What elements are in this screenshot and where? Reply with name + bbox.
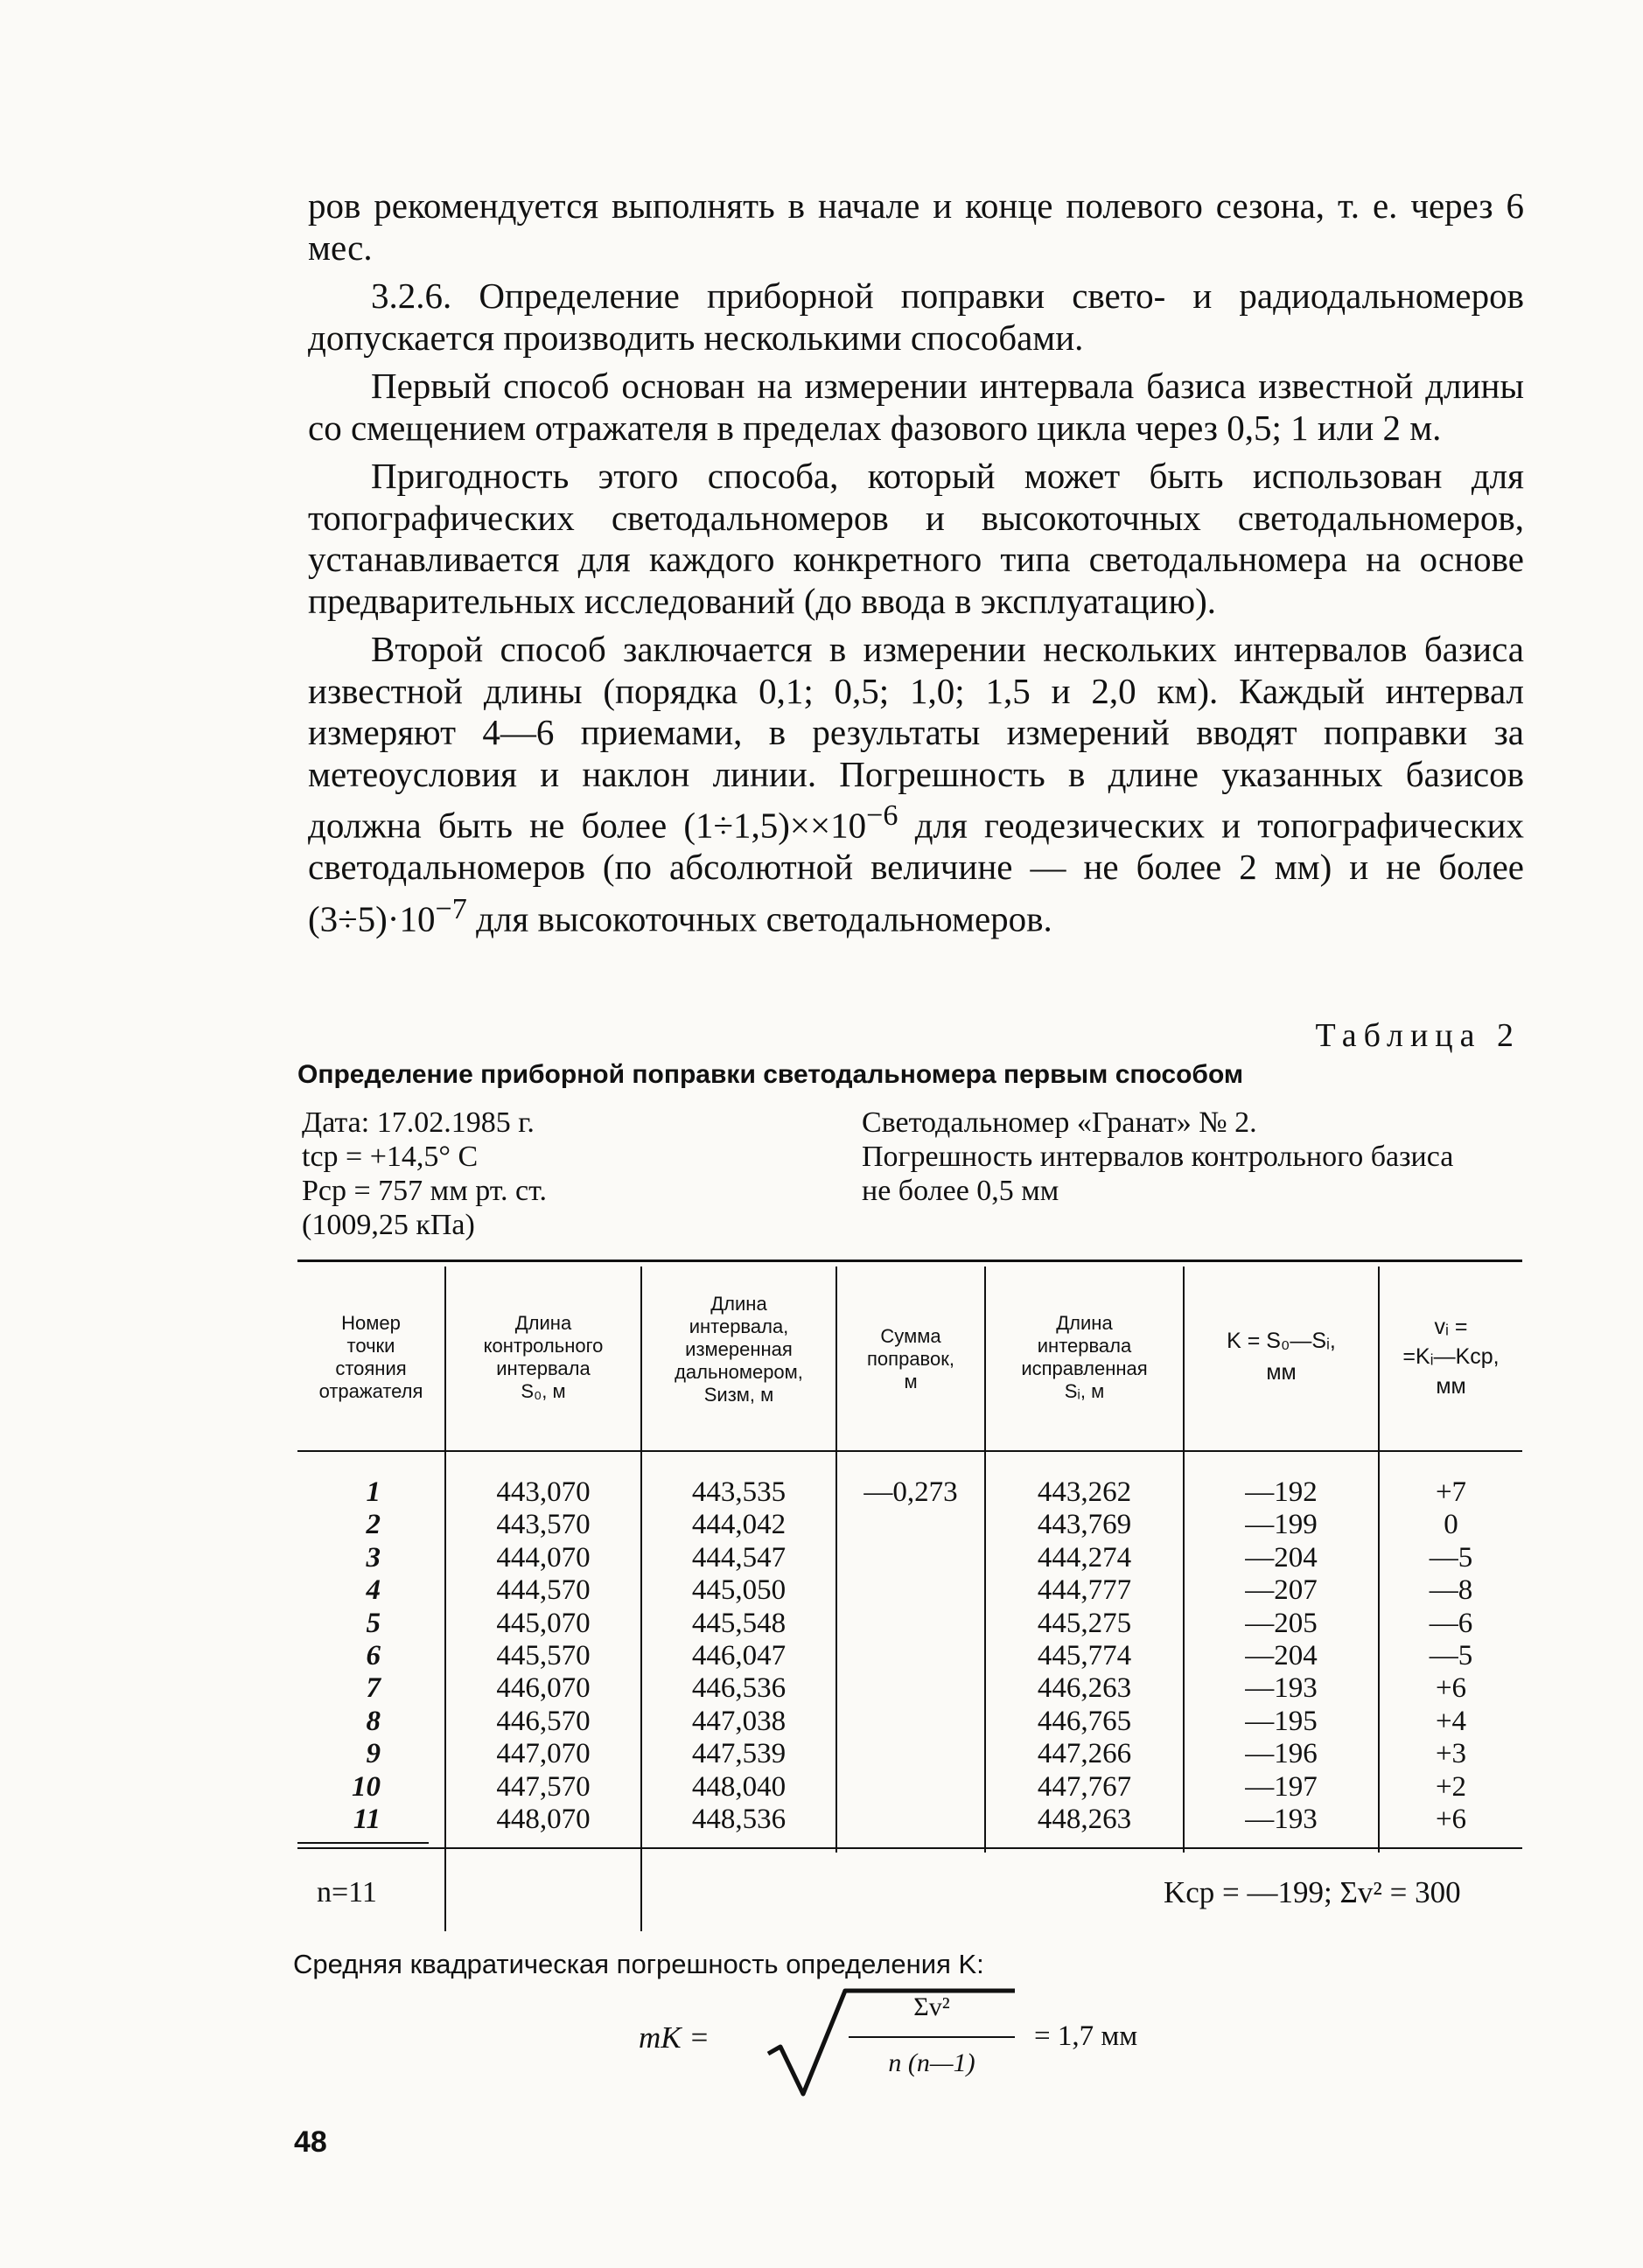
paragraph-4: Пригодность этого способа, который может быть использован для топографических светодальномеров и высокоточных светодальномеров, устанавливается для каждого конкретного типа светодальномера на основе предварительных исследований (до ввода в эксплуатацию). bbox=[308, 456, 1524, 621]
s-corr-cell: 445,275 bbox=[1037, 1607, 1132, 1639]
v-cell: +7 bbox=[1435, 1476, 1467, 1508]
header-line: интервала, bbox=[689, 1315, 789, 1337]
header-point-number bbox=[297, 1312, 444, 1403]
point-number-cell: 10 bbox=[352, 1770, 381, 1803]
header-line: поправок, bbox=[867, 1348, 954, 1370]
k-cell: —193 bbox=[1245, 1672, 1318, 1705]
s0-cell: 447,070 bbox=[496, 1738, 591, 1770]
formula-numerator: Σv² bbox=[913, 1992, 950, 2021]
point-number-cell: 9 bbox=[366, 1738, 381, 1770]
fraction-bar bbox=[849, 2036, 1015, 2038]
column-corrections-sum bbox=[837, 1476, 984, 1509]
formula-lhs: mK = bbox=[639, 2020, 710, 2055]
header-measured-length bbox=[642, 1293, 835, 1406]
v-cell: 0 bbox=[1444, 1509, 1458, 1541]
header-line: контрольного bbox=[483, 1335, 604, 1357]
s-corr-cell: 447,767 bbox=[1037, 1770, 1132, 1803]
v-cell: —5 bbox=[1429, 1640, 1473, 1672]
table-top-rule bbox=[297, 1260, 1522, 1262]
header-line: Номер bbox=[341, 1312, 401, 1334]
column-point-numbers bbox=[297, 1476, 381, 1836]
header-line: K = S₀—Sᵢ, bbox=[1227, 1329, 1336, 1353]
table-bottom-rule bbox=[297, 1847, 1522, 1849]
s-meas-cell: 445,050 bbox=[691, 1574, 787, 1607]
s-corr-cell: 446,765 bbox=[1037, 1705, 1132, 1737]
s-meas-cell: 447,539 bbox=[691, 1738, 787, 1770]
k-cell: —192 bbox=[1245, 1476, 1318, 1508]
v-cell: —8 bbox=[1429, 1574, 1473, 1607]
s0-cell: 443,570 bbox=[496, 1509, 591, 1541]
v-cell: +2 bbox=[1435, 1770, 1467, 1803]
s-meas-cell: 448,536 bbox=[691, 1804, 787, 1836]
paragraph-5-part1: Второй способ заключается в измерении нескольких интервалов базиса известной длины (порядка 0,1; 0,5; 1,0; 1,5 и 2,0 км). Каждый интервал измеряют 4—6 приемами, в результаты измерений вводят поправки за метеоусловия и наклон линии. Погрешность в длине указанных базисов должна быть не более (1÷1,5)× bbox=[308, 629, 1524, 846]
meta-pressure: Pср = 757 мм рт. ст. bbox=[302, 1175, 547, 1207]
header-line: Длина bbox=[710, 1293, 767, 1315]
s0-cell: 444,570 bbox=[496, 1574, 591, 1607]
paragraph-3: Первый способ основан на измерении интервала базиса известной длины со смещением отражателя в пределах фазового цикла через 0,5; 1 или 2 м. bbox=[308, 366, 1524, 448]
s-corr-cell: 444,274 bbox=[1037, 1541, 1132, 1574]
v-cell: +3 bbox=[1435, 1738, 1467, 1770]
meta-temperature: tср = +14,5° C bbox=[302, 1141, 479, 1173]
header-line: интервала bbox=[496, 1357, 591, 1379]
k-summary: Kср = —199; Σv² = 300 bbox=[1164, 1875, 1461, 1909]
s0-cell: 445,570 bbox=[496, 1640, 591, 1672]
meta-error-line2: не более 0,5 мм bbox=[862, 1175, 1059, 1207]
s-corr-cell: 443,769 bbox=[1037, 1509, 1132, 1541]
v-cell: —5 bbox=[1429, 1541, 1473, 1574]
header-control-length bbox=[446, 1312, 640, 1403]
header-line: точки bbox=[346, 1335, 395, 1357]
s-corr-cell: 447,266 bbox=[1037, 1738, 1132, 1770]
meta-pressure-kpa: (1009,25 кПа) bbox=[302, 1209, 475, 1241]
header-line: измеренная bbox=[685, 1338, 793, 1360]
s0-cell: 447,570 bbox=[496, 1770, 591, 1803]
paragraph-5 bbox=[308, 629, 1524, 940]
point-number-cell: 4 bbox=[366, 1574, 381, 1607]
header-line: м bbox=[904, 1371, 918, 1392]
header-line: отражателя bbox=[318, 1380, 423, 1402]
point-number-cell: 5 bbox=[366, 1607, 381, 1639]
header-line: Длина bbox=[514, 1312, 572, 1334]
header-corrections-sum bbox=[837, 1325, 984, 1393]
v-cell: —6 bbox=[1429, 1607, 1473, 1639]
point-number-cell: 8 bbox=[366, 1705, 381, 1737]
paragraph-5-part3: для геодезических и топографических светодальномеров (по абсолютной величине — не более 2 мм) и не более (3÷5)·10 bbox=[308, 805, 1525, 939]
point-number-cell: 6 bbox=[366, 1640, 381, 1672]
s-meas-cell: 446,536 bbox=[691, 1672, 787, 1705]
instrument-info bbox=[862, 1106, 1527, 1208]
table-header-rule bbox=[297, 1450, 1522, 1452]
point-number-cell: 2 bbox=[366, 1509, 381, 1541]
s0-cell: 448,070 bbox=[496, 1804, 591, 1836]
s0-cell: 444,070 bbox=[496, 1541, 591, 1574]
formula-denominator: n (n—1) bbox=[888, 2048, 975, 2077]
header-corrected-length bbox=[986, 1312, 1183, 1403]
column-measured-length bbox=[642, 1476, 835, 1836]
corr-cell: —0,273 bbox=[863, 1476, 958, 1508]
header-line: мм bbox=[1266, 1360, 1297, 1385]
header-line: Sᵢ, м bbox=[1064, 1380, 1105, 1402]
s-corr-cell: 448,263 bbox=[1037, 1804, 1132, 1836]
rms-caption: Средняя квадратическая погрешность определения K: bbox=[293, 1949, 984, 1979]
header-line: интервала bbox=[1037, 1335, 1132, 1357]
s-meas-cell: 444,042 bbox=[691, 1509, 787, 1541]
k-cell: —207 bbox=[1245, 1574, 1318, 1607]
v-cell: +4 bbox=[1435, 1705, 1467, 1737]
paragraph-5-part4: для высокоточных светодальномеров. bbox=[466, 898, 1052, 939]
header-line: vᵢ = bbox=[1434, 1315, 1468, 1339]
formula-result: = 1,7 мм bbox=[1034, 2020, 1138, 2052]
s-corr-cell: 446,263 bbox=[1037, 1672, 1132, 1705]
s-corr-cell: 443,262 bbox=[1037, 1476, 1132, 1508]
s-meas-cell: 443,535 bbox=[691, 1476, 787, 1508]
point-number-cell: 11 bbox=[353, 1804, 381, 1836]
column-control-length bbox=[446, 1476, 640, 1836]
k-cell: —197 bbox=[1245, 1770, 1318, 1803]
column-corrected-length bbox=[986, 1476, 1183, 1836]
paragraph-5-part2: ×10 bbox=[810, 805, 867, 846]
s-meas-cell: 446,047 bbox=[691, 1640, 787, 1672]
s-meas-cell: 447,038 bbox=[691, 1705, 787, 1737]
paragraph-5-exp2: −7 bbox=[435, 892, 467, 925]
header-line: стояния bbox=[335, 1357, 407, 1379]
s0-cell: 443,070 bbox=[496, 1476, 591, 1508]
k-cell: —205 bbox=[1245, 1607, 1318, 1639]
point-number-cell: 1 bbox=[366, 1476, 381, 1508]
paragraph-5-exp1: −6 bbox=[866, 799, 898, 832]
header-line: S₀, м bbox=[521, 1380, 566, 1402]
k-cell: —199 bbox=[1245, 1509, 1318, 1541]
s0-cell: 445,070 bbox=[496, 1607, 591, 1639]
header-line: мм bbox=[1436, 1374, 1466, 1399]
meta-date: Дата: 17.02.1985 г. bbox=[302, 1106, 535, 1139]
s-corr-cell: 445,774 bbox=[1037, 1640, 1132, 1672]
k-cell: —204 bbox=[1245, 1541, 1318, 1574]
header-k bbox=[1185, 1325, 1378, 1388]
k-cell: —193 bbox=[1245, 1804, 1318, 1836]
k-cell: —196 bbox=[1245, 1738, 1318, 1770]
s-meas-cell: 445,548 bbox=[691, 1607, 787, 1639]
table-title: Определение приборной поправки светодальномера первым способом bbox=[297, 1060, 1244, 1089]
s0-cell: 446,570 bbox=[496, 1705, 591, 1737]
paragraph-1: ров рекомендуется выполнять в начале и конце полевого сезона, т. е. через 6 мес. bbox=[308, 185, 1524, 268]
point-number-cell: 3 bbox=[366, 1541, 381, 1574]
table-label: Таблица 2 bbox=[1315, 1017, 1521, 1054]
measurement-conditions bbox=[302, 1106, 792, 1242]
v-cell: +6 bbox=[1435, 1804, 1467, 1836]
column-k bbox=[1185, 1476, 1378, 1836]
body-text bbox=[308, 185, 1524, 947]
v-cell: +6 bbox=[1435, 1672, 1467, 1705]
column-v bbox=[1380, 1476, 1522, 1836]
count-label: n=11 bbox=[317, 1876, 377, 1909]
rms-formula bbox=[639, 1985, 1164, 2099]
s0-cell: 446,070 bbox=[496, 1672, 591, 1705]
header-line: Длина bbox=[1056, 1312, 1113, 1334]
header-line: дальномером, bbox=[675, 1361, 803, 1383]
number-column-underline bbox=[297, 1842, 429, 1844]
k-cell: —204 bbox=[1245, 1640, 1318, 1672]
meta-error-line1: Погрешность интервалов контрольного базиса bbox=[862, 1141, 1454, 1173]
s-meas-cell: 444,547 bbox=[691, 1541, 787, 1574]
k-cell: —195 bbox=[1245, 1705, 1318, 1737]
header-line: Sизм, м bbox=[703, 1384, 774, 1406]
s-corr-cell: 444,777 bbox=[1037, 1574, 1132, 1607]
point-number-cell: 7 bbox=[366, 1672, 381, 1705]
meta-instrument: Светодальномер «Гранат» № 2. bbox=[862, 1106, 1257, 1139]
header-line: =Kᵢ—Kср, bbox=[1402, 1344, 1500, 1369]
page-number: 48 bbox=[294, 2125, 327, 2159]
s-meas-cell: 448,040 bbox=[691, 1770, 787, 1803]
paragraph-2: 3.2.6. Определение приборной поправки свето- и радиодальномеров допускается производить несколькими способами. bbox=[308, 276, 1524, 358]
header-line: Сумма bbox=[880, 1325, 941, 1347]
header-line: исправленная bbox=[1021, 1357, 1148, 1379]
header-v bbox=[1380, 1312, 1522, 1401]
